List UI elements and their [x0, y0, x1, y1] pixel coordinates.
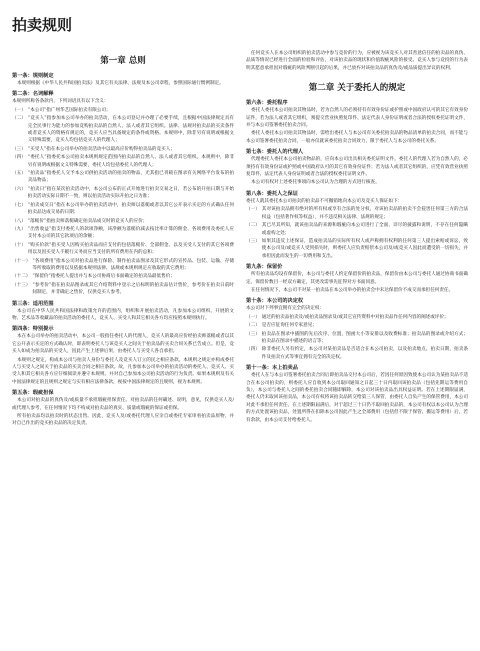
- article-paragraph: 本在本公司举办的拍卖活动中，本公司一般指任委托人的代理人，竞买人的最高应价经拍卖师落槌或者以其它公开表示买定的方式确认时，即表明委托人与该竞买人之间关于拍卖品的买卖合同关系已告成立。但是，竞买人如成为拍卖品的买受人，因此产生上述律后果，由委托人与买受人各自承担。: [12, 334, 234, 355]
- list-item: （八） “落槌价”指拍卖师落槌确定拍卖品成交时的竞买人的应价；: [12, 218, 148, 224]
- list-item: （一） 通过的拍卖品拍卖及/或拍卖品图录及/或其它宣传资料中对拍卖品作任何内容的阐述或评价；: [246, 314, 449, 320]
- article-title: 第五条：瑕疵担保: [12, 390, 54, 397]
- list-item: （七） “拍卖成交日”指在本公司举办的拍卖活动中，拍卖师以落槌或者以其它公开表示买定的方式确认任何拍卖品达成交易的日期；: [12, 202, 234, 216]
- list-item: （六） “拍卖日”指在某次拍卖活动中，本公司公布的正式开始进行拍卖交易之日，若公布的开拍日期与开始拍卖活动实际日期不一致，则以拍卖活动实际开拍之日为准；: [12, 186, 234, 200]
- list-item: （三） 如果其违反上述保证，造成拍卖品的实际所有权人或声称拥有权利的任何第三人提出索赔或诉讼，致使本公司及/或竞买人受到损失时，则委托人应负责赔偿本公司及/或竞买人因此而遭受的一切损失，并承担因此而发生的一切费用和支出。: [246, 238, 468, 259]
- article-title: 第三条：适用范围: [12, 300, 54, 307]
- two-column-body: [12, 50, 468, 645]
- article-title: 第八条：委托人之保证: [246, 190, 298, 197]
- article-paragraph: 本公司在中华人民共和国法律和政策允许的范围内，组织和开展拍卖活动，凡参加本公司组织、开展的文物、艺术品等收藏品的拍卖活动的委托人、竞买人、买受人和其它相关各方均应按照本规则执行。: [12, 308, 234, 321]
- list-item: （十） “购买价款”指买受人因购买拍卖品而应支付的包括落槌价、全部佣金、以及买受人支付的其它各项费用以及因买受人不履行义务而应当支付的所有费用在内的总和；: [12, 242, 234, 256]
- article-paragraph: 本公司有权对上述委托事项向本公司认为合理的方式进行核查。: [251, 180, 380, 186]
- article-paragraph: 所有拍卖品均设有保留价，本公司与委托人约定保留价的拍卖品，保留价由本公司与委托人通过协商书面确定。保留价数目一经双方确定，其更改需事先征得对方书面同意。: [246, 272, 468, 285]
- list-item: （五） “拍卖品”指委托人交予本公司供拍卖活动的拍卖的物品，尤其指已刊载在图录有关网络平台发布的拍卖品物品；: [12, 171, 234, 184]
- list-item: （三） “买受人”指在本公司举办的拍卖活动中以最高应价购得拍卖品的竞买人；: [12, 146, 175, 152]
- list-item: （一） 其对该拍卖品拥有绝对的所有权或享有合法的处分权，对该拍卖品的拍卖不会侵害任何第三方的合法权益（包括著作权等权益），并不违反相关法律、法规的规定；: [246, 207, 468, 220]
- article-paragraph: 本规则根据《中华人民共和国拍卖法》及其它有关法律、法规及本公司章程，参照国际通行惯例制定。: [17, 81, 224, 86]
- article-title: 第九条：保留价: [246, 264, 283, 271]
- list-item: （一） “本公司”指广州华艺国际拍卖有限公司；: [12, 107, 111, 113]
- list-item: （四） “委托人”指委托本公司拍卖本规则规定范围内拍卖品的自然人、法人或者其它组织。本规则中，除非另有说明或根据文义特殊需要，委托人均包括委托人的代理人；: [12, 155, 234, 168]
- list-item: （十三） “参考价”指在拍卖品图录或其它介绍资料中登示之后标明的拍卖品估计售价，参考价在拍卖日前时间制定，并非确定之售价，仅供竞买人参考。: [12, 282, 234, 296]
- article-paragraph: 所有拍卖品均以拍卖时的状态出售。因此，竞买人及/或委托代理人应亲自或委托专家审看拍卖品原物，并对自己作出的竞买拍卖品的决定负责。: [12, 414, 234, 427]
- list-item: （四） 除非委托人另有约定，本公司对某拍卖品是否适合在本公司拍卖，以及拍卖地点、拍卖日期，拍卖条件及拍卖方式等事宜拥有完全的决定权。: [246, 347, 468, 360]
- article-title: 第六条：委托程序: [246, 100, 288, 107]
- list-item: （三） 拍卖品在图录中插图的先后次序、位置，图函大小等安排以及收费标准；拍卖品的图录或介绍方式；拍卖品在图录中描述的语言等；: [246, 331, 468, 344]
- chapter-heading: 第二章 关于委托人的规定: [308, 83, 406, 94]
- article-paragraph: 在任何情况下，本公司不对某一拍卖品在本公司举办的拍卖会中未达保留价不成交而承担任何责任。: [251, 287, 454, 293]
- article-title: 第一条：规则制定: [12, 73, 54, 79]
- article-title: 第二条：名词解释: [12, 91, 54, 98]
- continued-paragraph: 任何竞买人在本公司组织的拍卖活动中参与竞价的行为，应被视为该竞买人对其善意信任的拍卖品的真伪、品质等情况已经进行全面的检验和评估，对该拍卖品的现状和价值瑕疵风险的接受。竞买人参与竞投的行为表明其愿意承担因对瑕疵的风险判断引起的后果，并已放弃对该拍卖品的真伪及/或品质提出异议的权利。: [246, 51, 468, 71]
- list-item: （二） 其已尽其所知，就该拍卖品的来源和瑕疵向本公司进行了全面、详尽的披露和说明，不存在任何隐瞒或虚构之处；: [246, 223, 468, 236]
- article-paragraph: 委托人委托本公司拍卖其物品时，若为自然人的必须持有有效身份证或护照或中国政府认可的其它有效身份证件，若为法人或者其它组织，须提交营业执照复印件、法定代表人身份证明或者合法的授权委托证明文件，并与本公司签署委托拍卖合同。: [246, 108, 468, 129]
- chapter-heading: 第一章 总则: [100, 56, 146, 66]
- definition-list: [12, 107, 234, 297]
- right-column: [246, 50, 468, 645]
- list-item: （十二） “保留价”指委托人提出并与本公司协商后书面确定的拍卖品最低售价；: [12, 274, 175, 280]
- article-title: 第四条：特别提示: [12, 326, 54, 333]
- list-item: （二） 是否应征询任何专家意见；: [246, 323, 317, 329]
- article-intro: 本规则所称各条款内，下列词语具有以下含义：: [12, 99, 109, 105]
- list-item: （九） “出售收益”指支付委托人的款项净额，该净额为落槌价减去按比率计算的佣金、各项费用及委托人应支付本公司的其它款项后的余额；: [12, 226, 234, 240]
- article-paragraph: 委托人委托本公司拍卖其物品时，需给出委托人与本公司有关委托拍卖品的物品清单的拍卖合同，而不能与本公司签署委托拍卖合同，一般亦仅就该委托拍卖合同效力，限于委托人与本公司的委托关系。: [246, 131, 468, 144]
- left-column: [12, 50, 234, 645]
- article-paragraph: 委托人在与本公司签署委托拍卖合同后即拍卖品交付本公司后，若因任何原因致使本公司认为某拍卖品不适合在本公司拍卖的，则委托人应自收到本公司取回通知之日起三十日内取回该拍卖品（包括先期运等费用自负），本公司与委托人之间的委托拍卖合同随即解除，本公司对该拍卖品出具权益证明。若在上述期限届满，委托人仍未取回该拍卖品，本公司有权将该拍卖品转交给第三人保管，由委托人自负产生的保管费用，本公司对此不承担任何责任。在上述期限届满后，对于超过三十日仍不取回拍卖品的，本公司有权以本公司认为合理的方式处置该拍卖品，处置所得在扣除本公司因此产生之全部费用（包括但不限于保管、搬运等费用）后，若有余款，由本公司支付给委托人。: [246, 373, 468, 423]
- article-intro: 本公司对下列事宜拥有完全的决定权：: [246, 306, 325, 312]
- article-paragraph: 本公司对拍卖品的真伪及/或质量不承担瑕疵担保责任。对拍卖品的任何确述、说明，意见，仅供竞买人及/或代理人参考，在任何情况下均不构成对拍卖品的真实、质量或瑕疵的保证或担保。: [12, 398, 234, 411]
- article-title: 第七条：委托人的代理人: [246, 149, 304, 156]
- article-paragraph: 本规则之规定，构成本公司与拍卖人身份与委托人及竞买人订立的民之相应条款。本规则之规定亦构成委托人与买受人之间关于拍卖品的买卖合同之相应条款。故，凡参加本公司举办的拍卖活动的委托人、竞买人、买受人和其它相关各方应仔细阅读并遵守本规则。并对自己参加本公司拍卖活动的行为负责。如果本规则及有关中国法律规定的且规则之规定与实有相应法律条款，视按中国法律规定的且规则，视为本规则。: [12, 357, 234, 385]
- list-item: （十一） “各项费用”指本公司对拍卖品进行保险、制作拍卖品图录及其它形式的宣传品、包装、运输、存储等所收取的费用以及依据本规则法律、法规或本规则规定应收取的其它费用；: [12, 258, 234, 271]
- article-title: 第十条：本公司的决定权: [246, 298, 304, 305]
- article-paragraph: 代理委托人委托本公司拍卖物品的，应向本公司出具相关委托证明文件。委托人的代理人若为自然人的，必须持有有效身份证或护照或中国政府认可的其它有效身份证件；若为法人或者其它组织的，应凭有效营业执照复印件、法定代表人身份证明或者合法的授权委托证明文件。: [246, 157, 468, 178]
- list-item: （二） “竞买人”指参加本公司举办的拍卖活动，在本公司登记并办理了必要手续，且根据中国法律规定具有完全民事行为能力的参加竞购拍卖品的自然人、法人或者其它组织。法律、法规对拍卖品的买卖条件或者竞买人的资格有规定的，竞买人应当具备规定的条件或资格。本规则中，除非另有说明或根据文义特殊需要，竞买人均包括竞买人的代理人；: [12, 116, 234, 144]
- article-title: 第十一条：本上拍卖品: [246, 365, 298, 372]
- page-title: 拍卖规则: [12, 16, 73, 34]
- article-intro: 委托人就其委托本公司拍卖的拍卖品不可撤销地向本公司及竞买人保证如下：: [246, 198, 403, 204]
